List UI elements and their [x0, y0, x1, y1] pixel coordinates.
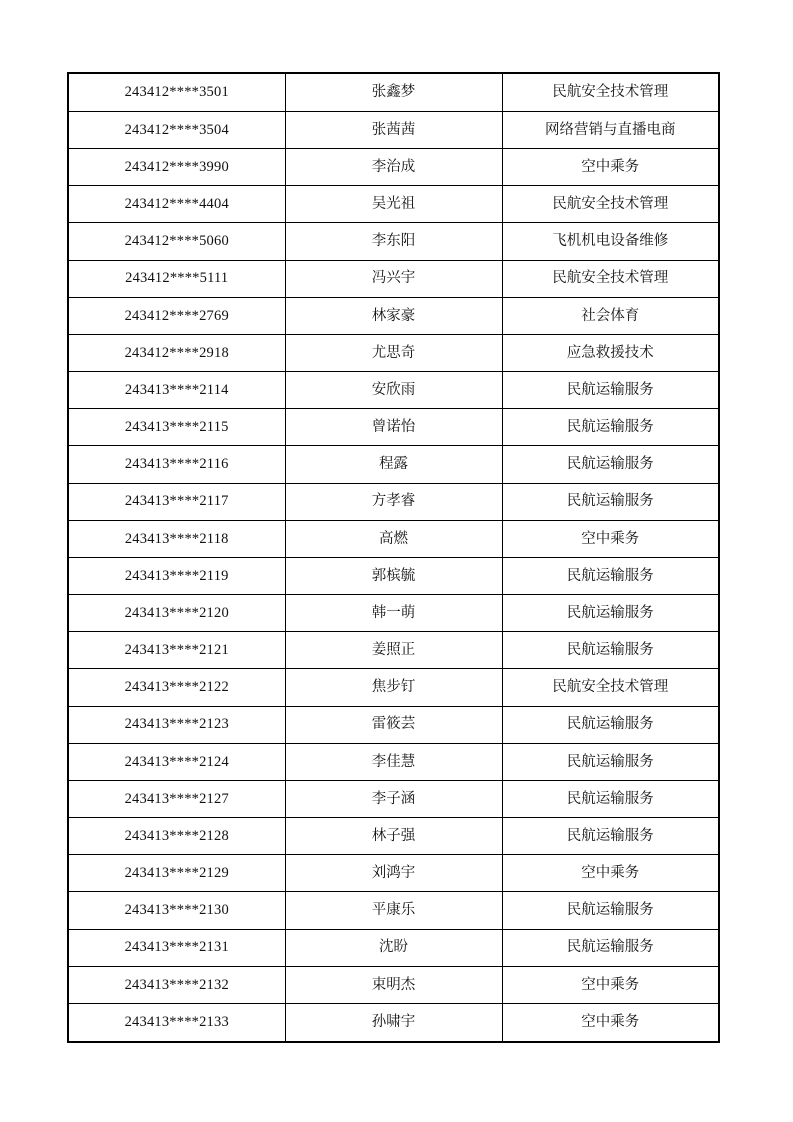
major-cell: 民航运输服务 — [502, 929, 719, 966]
candidate-id-cell: 243412****3504 — [68, 111, 285, 148]
table-row — [68, 186, 719, 223]
name-cell: 沈盼 — [285, 929, 502, 966]
major-cell: 网络营销与直播电商 — [502, 111, 719, 148]
table-row — [68, 632, 719, 669]
name-cell: 焦步钉 — [285, 669, 502, 706]
table-row — [68, 223, 719, 260]
table-row — [68, 409, 719, 446]
candidate-id-cell: 243413****2131 — [68, 929, 285, 966]
table-row — [68, 297, 719, 334]
table-row — [68, 520, 719, 557]
table-row — [68, 149, 719, 186]
major-cell: 社会体育 — [502, 297, 719, 334]
major-cell: 空中乘务 — [502, 520, 719, 557]
candidate-id-cell: 243412****3990 — [68, 149, 285, 186]
table-row — [68, 557, 719, 594]
table-row — [68, 111, 719, 148]
table-row — [68, 929, 719, 966]
major-cell: 民航运输服务 — [502, 892, 719, 929]
candidate-id-cell: 243412****2769 — [68, 297, 285, 334]
admission-roster-table — [67, 72, 720, 1043]
candidate-id-cell: 243413****2122 — [68, 669, 285, 706]
candidate-id-cell: 243413****2121 — [68, 632, 285, 669]
name-cell: 林家豪 — [285, 297, 502, 334]
major-cell: 民航运输服务 — [502, 743, 719, 780]
table-row — [68, 1004, 719, 1043]
candidate-id-cell: 243413****2129 — [68, 855, 285, 892]
name-cell: 张茜茜 — [285, 111, 502, 148]
major-cell: 民航运输服务 — [502, 483, 719, 520]
candidate-id-cell: 243413****2128 — [68, 818, 285, 855]
major-cell: 民航安全技术管理 — [502, 669, 719, 706]
candidate-id-cell: 243412****4404 — [68, 186, 285, 223]
table-row — [68, 334, 719, 371]
major-cell: 民航安全技术管理 — [502, 260, 719, 297]
candidate-id-cell: 243413****2127 — [68, 780, 285, 817]
major-cell: 应急救援技术 — [502, 334, 719, 371]
major-cell: 空中乘务 — [502, 149, 719, 186]
name-cell: 尤思奇 — [285, 334, 502, 371]
name-cell: 张鑫梦 — [285, 73, 502, 111]
candidate-id-cell: 243413****2133 — [68, 1004, 285, 1043]
table-row — [68, 595, 719, 632]
name-cell: 李佳慧 — [285, 743, 502, 780]
table-row — [68, 446, 719, 483]
table-row — [68, 483, 719, 520]
major-cell: 民航运输服务 — [502, 595, 719, 632]
candidate-id-cell: 243413****2123 — [68, 706, 285, 743]
table-row — [68, 818, 719, 855]
major-cell: 空中乘务 — [502, 966, 719, 1003]
candidate-id-cell: 243412****5060 — [68, 223, 285, 260]
candidate-id-cell: 243413****2119 — [68, 557, 285, 594]
major-cell: 民航运输服务 — [502, 780, 719, 817]
table-row — [68, 855, 719, 892]
major-cell: 民航运输服务 — [502, 446, 719, 483]
table-row — [68, 73, 719, 111]
candidate-id-cell: 243413****2132 — [68, 966, 285, 1003]
name-cell: 冯兴宇 — [285, 260, 502, 297]
name-cell: 刘鸿宇 — [285, 855, 502, 892]
major-cell: 民航运输服务 — [502, 409, 719, 446]
candidate-id-cell: 243413****2117 — [68, 483, 285, 520]
name-cell: 吴光祖 — [285, 186, 502, 223]
name-cell: 平康乐 — [285, 892, 502, 929]
candidate-id-cell: 243412****3501 — [68, 73, 285, 111]
major-cell: 民航运输服务 — [502, 372, 719, 409]
candidate-id-cell: 243413****2120 — [68, 595, 285, 632]
name-cell: 郭槟毓 — [285, 557, 502, 594]
major-cell: 空中乘务 — [502, 855, 719, 892]
name-cell: 程露 — [285, 446, 502, 483]
name-cell: 曾诺怡 — [285, 409, 502, 446]
roster-table-body — [68, 73, 719, 1042]
table-row — [68, 743, 719, 780]
name-cell: 孙啸宇 — [285, 1004, 502, 1043]
table-row — [68, 966, 719, 1003]
candidate-id-cell: 243413****2130 — [68, 892, 285, 929]
table-row — [68, 892, 719, 929]
name-cell: 束明杰 — [285, 966, 502, 1003]
candidate-id-cell: 243413****2116 — [68, 446, 285, 483]
name-cell: 高燃 — [285, 520, 502, 557]
name-cell: 安欣雨 — [285, 372, 502, 409]
table-row — [68, 372, 719, 409]
name-cell: 方孝睿 — [285, 483, 502, 520]
candidate-id-cell: 243413****2114 — [68, 372, 285, 409]
table-row — [68, 260, 719, 297]
major-cell: 民航安全技术管理 — [502, 186, 719, 223]
major-cell: 民航运输服务 — [502, 632, 719, 669]
major-cell: 民航运输服务 — [502, 557, 719, 594]
name-cell: 韩一萌 — [285, 595, 502, 632]
candidate-id-cell: 243413****2115 — [68, 409, 285, 446]
major-cell: 民航运输服务 — [502, 706, 719, 743]
table-row — [68, 669, 719, 706]
candidate-id-cell: 243412****2918 — [68, 334, 285, 371]
name-cell: 李治成 — [285, 149, 502, 186]
candidate-id-cell: 243412****5111 — [68, 260, 285, 297]
candidate-id-cell: 243413****2118 — [68, 520, 285, 557]
name-cell: 李子涵 — [285, 780, 502, 817]
name-cell: 姜照正 — [285, 632, 502, 669]
name-cell: 雷筱芸 — [285, 706, 502, 743]
table-row — [68, 780, 719, 817]
name-cell: 林子强 — [285, 818, 502, 855]
table-row — [68, 706, 719, 743]
candidate-id-cell: 243413****2124 — [68, 743, 285, 780]
name-cell: 李东阳 — [285, 223, 502, 260]
major-cell: 飞机机电设备维修 — [502, 223, 719, 260]
major-cell: 空中乘务 — [502, 1004, 719, 1043]
major-cell: 民航安全技术管理 — [502, 73, 719, 111]
major-cell: 民航运输服务 — [502, 818, 719, 855]
